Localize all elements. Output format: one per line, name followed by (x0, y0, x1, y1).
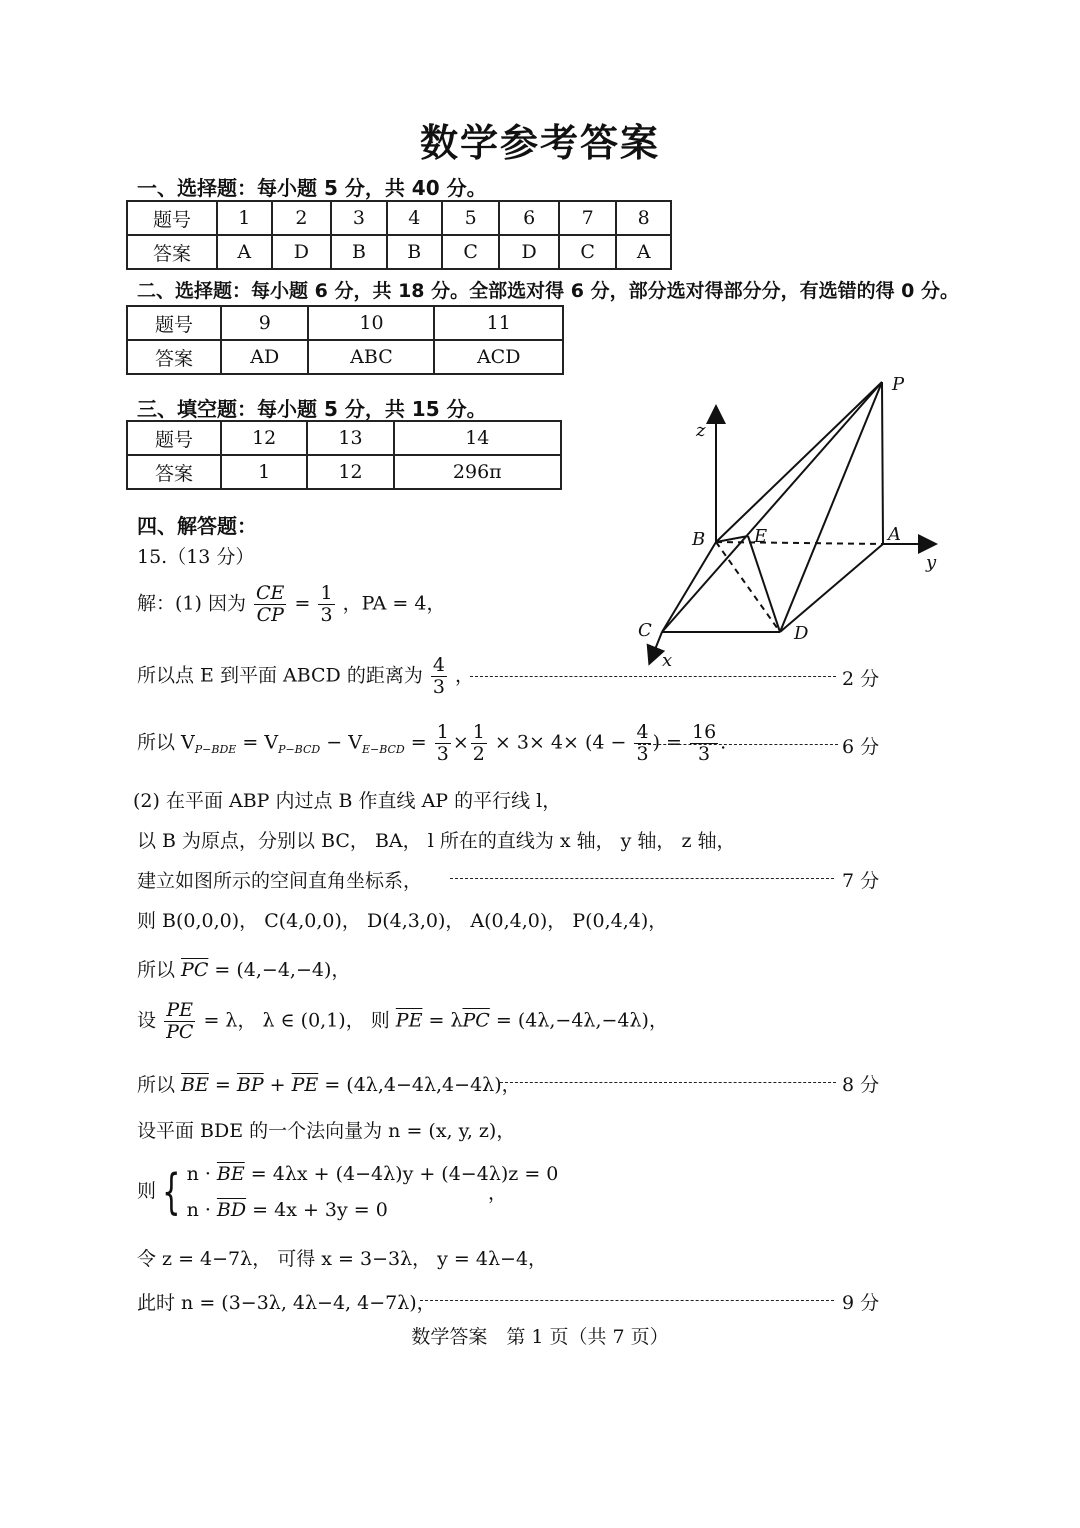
answer-cell: D (272, 235, 332, 269)
table-row (127, 421, 561, 455)
dashed-leader (470, 676, 836, 677)
text: ，PA = 4， (342, 592, 446, 615)
fraction (435, 722, 451, 765)
answer-cell: ACD (434, 340, 563, 374)
x-axis-arrow (650, 632, 662, 662)
section-1-heading: 一、选择题：每小题 5 分，共 40 分。 (137, 176, 487, 200)
segment-bd (716, 542, 780, 632)
comma: ， (488, 1182, 508, 1204)
fraction: $\frac{16}{3}$ (691, 721, 717, 765)
text: 所以点 E 到平面 ABCD 的距离为 (137, 664, 423, 687)
coordinate-geometry-figure (630, 370, 950, 670)
table-row (127, 235, 671, 269)
score-mark: 7 分 (842, 870, 880, 892)
solution-line-8 (137, 955, 350, 982)
text: n · (186, 1199, 217, 1222)
question-number: 14 (394, 421, 561, 455)
denominator: CP (256, 603, 284, 626)
question-number: 10 (308, 306, 434, 340)
text: n · (186, 1163, 217, 1185)
answer-cell: A (217, 235, 272, 269)
answer-table-1 (126, 200, 672, 270)
denominator: PC (166, 1020, 194, 1043)
question-number: 4 (387, 201, 442, 235)
question-number: 9 (221, 306, 308, 340)
score-mark: 2 分 (842, 668, 880, 690)
text: = (4λ,−4λ,−4λ)， (489, 1009, 668, 1032)
row-label: 题号 (127, 421, 221, 455)
denominator: 3 (436, 742, 449, 765)
denominator: 3 (320, 603, 333, 626)
label-a: A (888, 524, 901, 545)
label-e: E (754, 526, 768, 547)
question-number: 6 (499, 201, 559, 235)
numerator: 1 (320, 582, 333, 604)
fraction (431, 655, 447, 698)
question-number: 8 (616, 201, 671, 235)
table-row (127, 455, 561, 489)
fraction (254, 583, 286, 626)
vector: $\overline{PC}$ (181, 959, 209, 981)
label-p: P (892, 374, 905, 395)
text: 所以 (137, 959, 182, 981)
text: = (4λ,4−4λ,4−4λ)， (318, 1074, 521, 1096)
dashed-leader (450, 878, 834, 879)
answer-cell: B (387, 235, 442, 269)
answer-table-3 (126, 420, 562, 490)
solution-line-3: 所以 $V_{P-BDE} = V_{P-BCD} - V_{E-BCD}$ = $\frac{1}{3}$ × $\frac{1}{2}$ × 3× 4× (4 − $\frac{4}{3}$ ) = $\frac{16}{3}$ . (137, 721, 727, 765)
subscript: E−BCD (361, 743, 405, 757)
table-row (127, 306, 563, 340)
subscript: P−BDE (194, 743, 237, 757)
answer-cell: D (499, 235, 559, 269)
text: = (4,−4,−4)， (208, 959, 351, 981)
section-2-heading: 二、选择题：每小题 6 分，共 18 分。全部选对得 6 分，部分选对得部分分，有选错的得 0 分。 (137, 280, 960, 302)
row-label: 题号 (127, 201, 217, 235)
segment-da (780, 544, 883, 632)
page-title: 数学参考答案 (419, 121, 660, 165)
text: = (208, 1074, 237, 1096)
segment-ap (882, 382, 883, 544)
numerator: CE (256, 582, 285, 604)
numerator: 1 (472, 721, 485, 743)
answer-table-2 (126, 305, 564, 375)
row-label: 答案 (127, 235, 217, 269)
numerator: 4 (432, 654, 445, 676)
solution-line-7: 则 B(0,0,0)， C(4,0,0)， D(4,3,0)， A(0,4,0)， P(0,4,4)， (137, 910, 668, 932)
solution-line-2 (137, 655, 474, 698)
denominator: 3 (636, 742, 649, 765)
numerator: 1 (436, 721, 449, 743)
page-footer: 数学答案 第 1 页（共 7 页） (411, 1326, 669, 1348)
text: ， (455, 664, 475, 687)
question-number: 2 (272, 201, 332, 235)
question-number: 3 (331, 201, 386, 235)
answer-cell: C (559, 235, 616, 269)
row-label: 答案 (127, 340, 221, 374)
solution-line-14: 此时 n = (3−3λ, 4λ−4, 4−7λ)， (137, 1292, 436, 1314)
label-d: D (794, 623, 809, 644)
numerator: PE (164, 1000, 195, 1022)
question-number: 11 (434, 306, 563, 340)
label-y: y (926, 552, 937, 573)
text: 所以 (137, 1074, 182, 1096)
segment-bc (662, 542, 716, 632)
vector: $\overline{BP}$ (236, 1074, 264, 1096)
section-4-heading: 四、解答题： (137, 514, 257, 538)
section-3-heading: 三、填空题：每小题 5 分，共 15 分。 (137, 397, 487, 421)
solution-line-11: 设平面 BDE 的一个法向量为 n = (x, y, z)， (137, 1120, 516, 1142)
text: = λ (422, 1009, 463, 1032)
text: 则 (137, 1180, 157, 1203)
answer-cell: 12 (307, 455, 393, 489)
numerator: 4 (636, 721, 649, 743)
problem-heading: 15.（13 分） (137, 546, 255, 568)
segment-bp (716, 382, 882, 542)
brace: { (162, 1164, 181, 1221)
solution-line-5: 以 B 为原点，分别以 BC， BA， l 所在的直线为 x 轴， y 轴， z 轴， (137, 830, 736, 852)
segment-ed (748, 536, 780, 632)
label-x: x (662, 650, 673, 670)
question-number: 1 (217, 201, 272, 235)
row-label: 题号 (127, 306, 221, 340)
text: + (263, 1074, 292, 1096)
segment-cp (662, 382, 882, 632)
text: = (404, 731, 427, 754)
denominator: 3 (432, 675, 445, 698)
vector: $\overline{PE}$ (291, 1074, 319, 1096)
segment-dp (780, 382, 882, 632)
answer-cell: C (442, 235, 499, 269)
text: × 3× 4× (4 − (494, 731, 627, 754)
answer-cell: B (331, 235, 386, 269)
dashed-leader (638, 744, 838, 745)
solution-line-10 (137, 1070, 521, 1097)
dashed-leader (500, 1082, 836, 1083)
label-c: C (638, 620, 652, 641)
solution-line-6: 建立如图所示的空间直角坐标系， (137, 870, 423, 892)
answer-cell: 296π (394, 455, 561, 489)
question-number: 5 (442, 201, 499, 235)
text: = (294, 592, 311, 615)
solution-line-1 (137, 583, 445, 626)
answer-cell: 1 (221, 455, 307, 489)
solution-line-13: 令 z = 4−7λ， 可得 x = 3−3λ， y = 4λ−4， (137, 1248, 548, 1270)
text: . (720, 731, 727, 754)
row-label: 答案 (127, 455, 221, 489)
vector: $\overline{PC}$ (462, 1009, 490, 1032)
denominator: 3 (698, 742, 711, 765)
answer-cell: AD (221, 340, 308, 374)
solution-line-4: (2) 在平面 ABP 内过点 B 作直线 AP 的平行线 l， (133, 790, 562, 812)
text: 设 (137, 1009, 157, 1032)
fraction (318, 583, 334, 626)
question-number: 7 (559, 201, 616, 235)
score-mark: 9 分 (842, 1292, 880, 1314)
vector: $\overline{BE}$ (216, 1163, 245, 1185)
question-number: 12 (221, 421, 307, 455)
text: = 4λx + (4−4λ)y + (4−4λ)z = 0 (244, 1163, 559, 1185)
dashed-leader (420, 1300, 834, 1301)
text: = V (236, 731, 279, 754)
fraction (164, 1000, 195, 1043)
table-row (127, 201, 671, 235)
solution-line-9 (137, 1000, 668, 1043)
label-b: B (692, 529, 706, 550)
answer-cell: ABC (308, 340, 434, 374)
text: 解：(1) 因为 (137, 592, 246, 615)
score-mark: 8 分 (842, 1074, 880, 1096)
text: − V (320, 731, 362, 754)
fraction: $\frac{1}{2}$ (472, 721, 485, 765)
score-mark: 6 分 (842, 736, 880, 758)
text: = 4x + 3y = 0 (246, 1199, 388, 1222)
question-number: 13 (307, 421, 393, 455)
vector: $\overline{BD}$ (216, 1199, 247, 1222)
text: ) = (652, 731, 682, 754)
label-z: z (696, 420, 706, 441)
table-row (127, 340, 563, 374)
vector: $\overline{PE}$ (395, 1009, 423, 1032)
vector: $\overline{BE}$ (181, 1074, 209, 1096)
subscript: P−BCD (278, 743, 321, 757)
text: 所以 V (137, 731, 195, 754)
answer-cell: A (616, 235, 671, 269)
text: = λ， λ ∈ (0,1)， 则 (203, 1009, 396, 1032)
